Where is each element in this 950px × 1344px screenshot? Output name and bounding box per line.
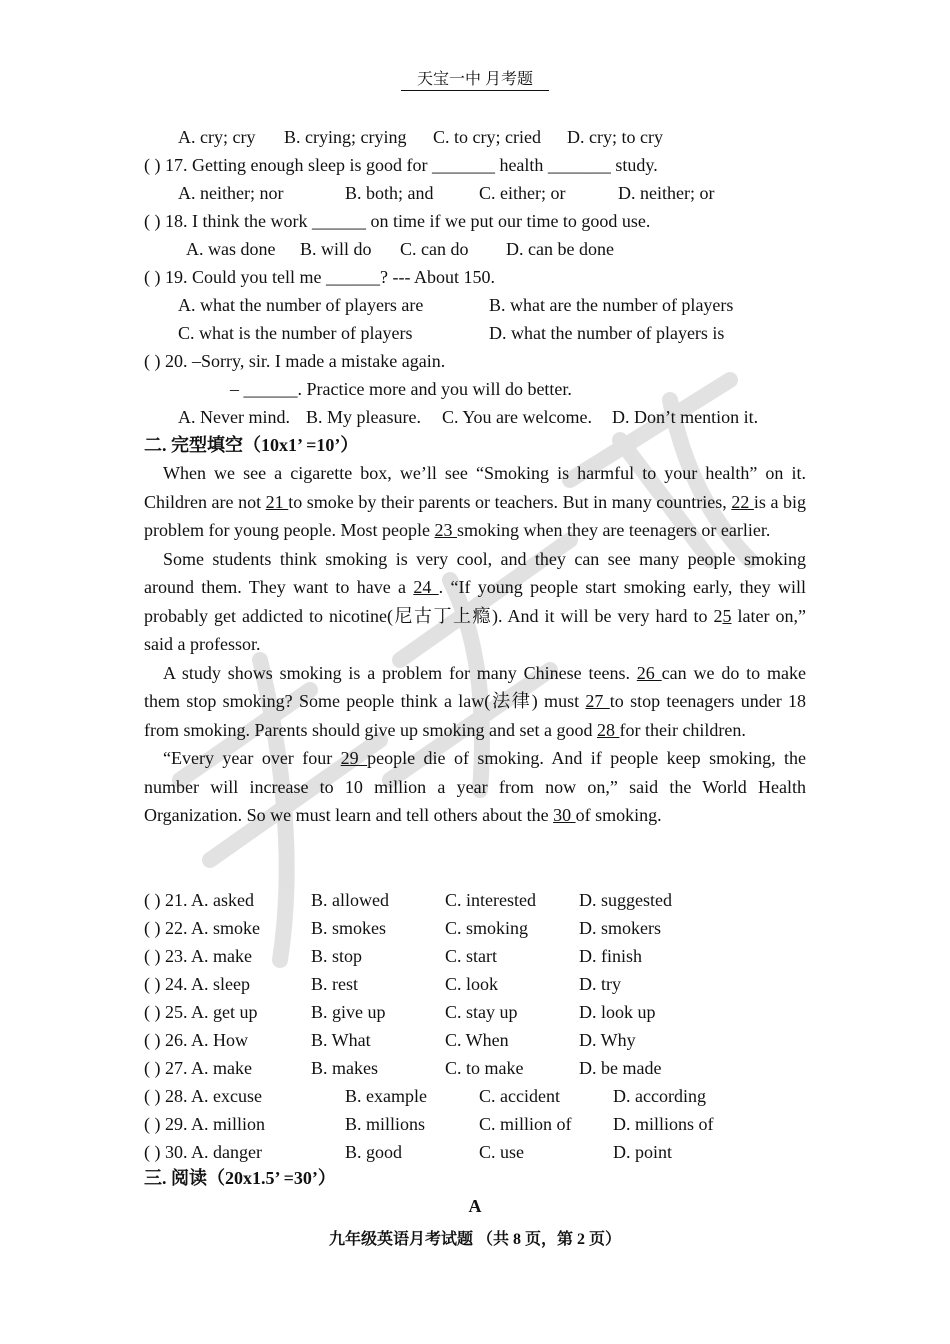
- passage-paragraph-4: “Every year over four 29 people die of smoking. And if people keep smoking, the number will increase to 10 million a year from now on,” said the World Health Organization. So we must learn and tell others about the 30 of smoking.: [144, 748, 806, 825]
- passage-paragraph-1: When we see a cigarette box, we’ll see “Smoking is harmful to your health” on it. Children are not 21 to smoke by their parents or teachers. But in many countries, 22 is a big problem for young people. Most people 23 smoking when they are teenagers or earlier.: [144, 463, 807, 540]
- section3-title: 三. 阅读（20x1.5’ =30’）: [144, 1168, 336, 1188]
- page-header: 天宝一中 月考题: [0, 66, 950, 91]
- passage-paragraph-2: Some students think smoking is very cool, and they can see many people smoking around them. They want to have a 24 . “If young people start smoking early, they will probably get addicted to nicotine(尼古丁上瘾). And it will be very hard to 25 later on,” said a professor.: [144, 548, 806, 654]
- section3-passage-label: A: [468, 1196, 482, 1216]
- passage-paragraph-3: A study shows smoking is a problem for many Chinese teens. 26 can we do to make them stop smoking? Some people think a law(法律) must 27 to stop teenagers under 18 from smoking. Parents should give up smoking and set a good 28 for their children.: [144, 662, 807, 740]
- cloze-passage: [144, 459, 806, 830]
- q18-stem: ( ) 18. I think the work ______ on time if we put our time to good use.: [144, 211, 651, 231]
- q19-stem: ( ) 19. Could you tell me ______? --- About 150.: [144, 267, 495, 287]
- q17-stem: ( ) 17. Getting enough sleep is good for _______ health _______ study.: [144, 155, 658, 175]
- q20-reply: – ______. Practice more and you will do better.: [230, 379, 572, 399]
- section2-title: 二. 完型填空（10x1’ =10’）: [144, 435, 359, 455]
- q20-stem: ( ) 20. –Sorry, sir. I made a mistake again.: [144, 351, 446, 371]
- page-footer: 九年级英语月考试题 （共 8 页，第 2 页）: [328, 1231, 621, 1248]
